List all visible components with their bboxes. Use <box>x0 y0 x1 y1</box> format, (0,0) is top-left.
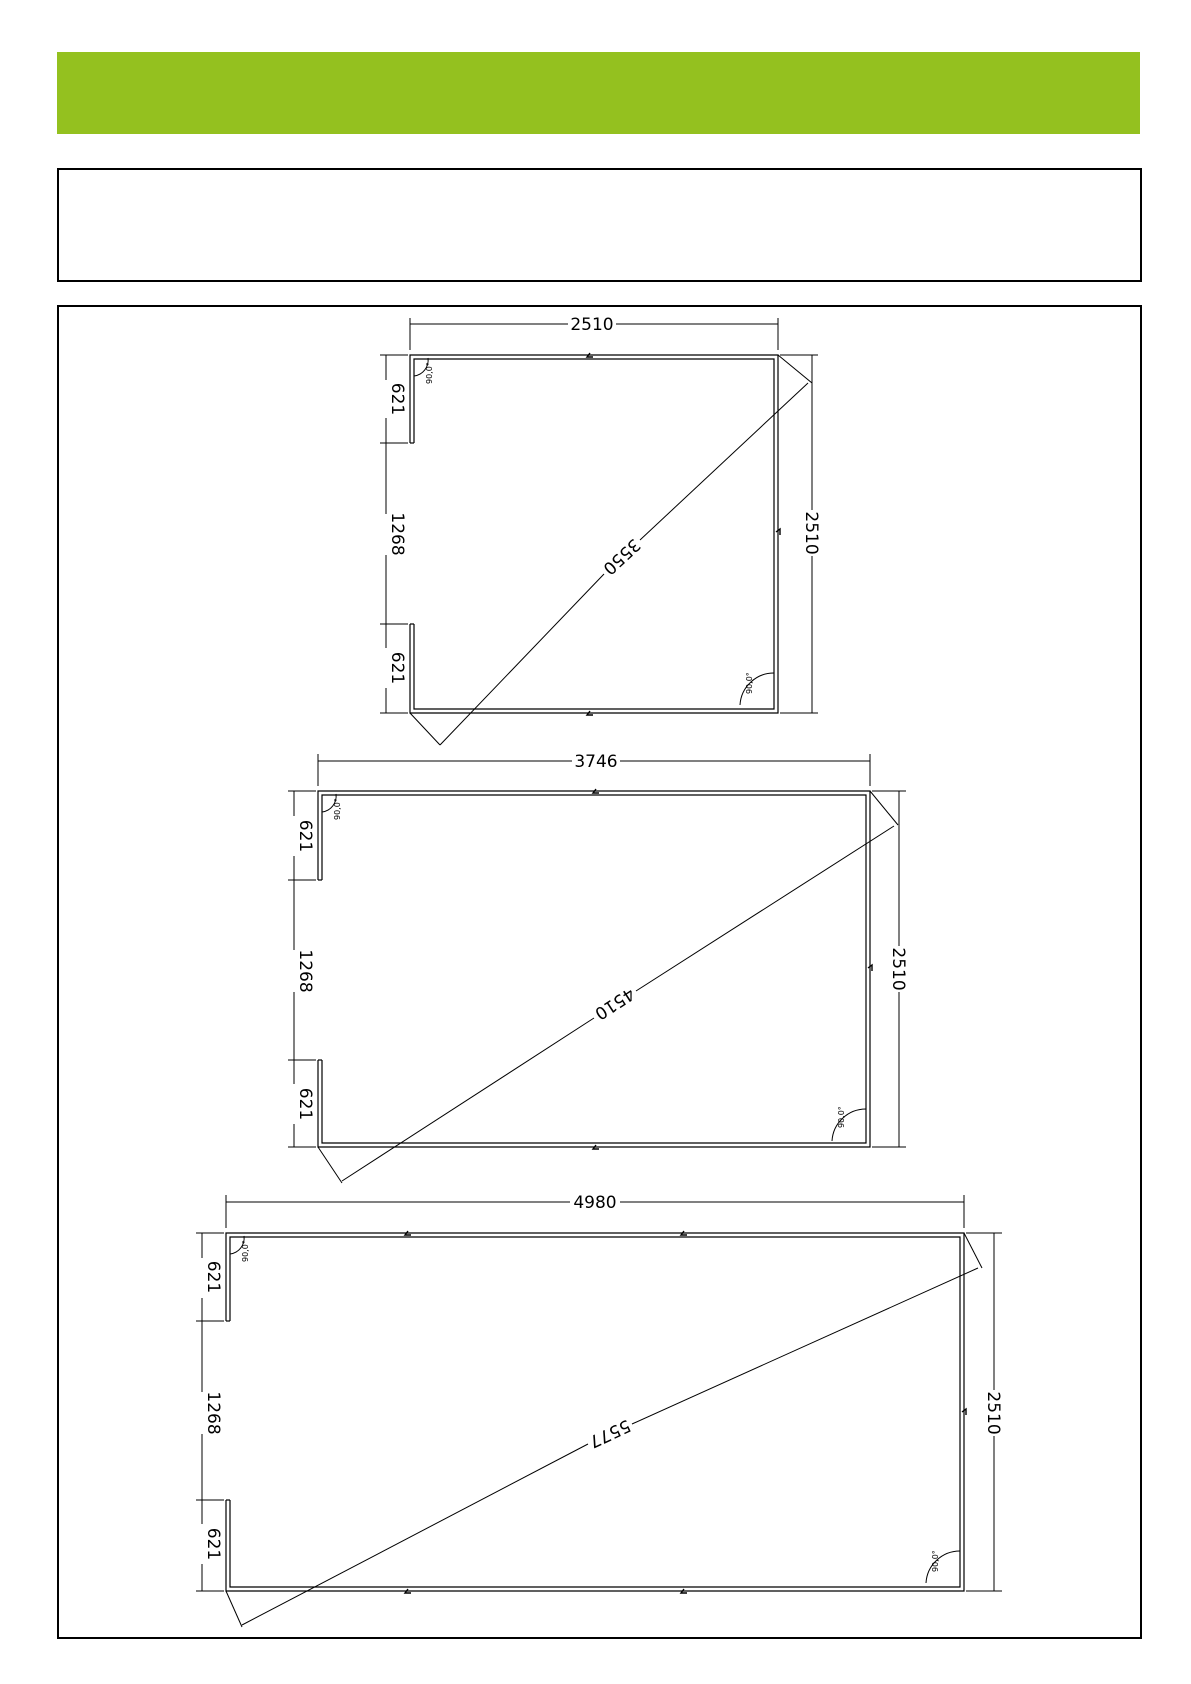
plan-2-side-lower-label: 621 <box>295 1087 315 1121</box>
plan-3-side-upper-label: 621 <box>203 1260 223 1294</box>
plan-1-height-label: 2510 <box>801 511 821 555</box>
plan-2 <box>288 754 906 1183</box>
plan-3-angle-bottom-label: 90,0° <box>931 1550 940 1572</box>
plan-1-side-upper-label: 621 <box>387 382 407 416</box>
plan-3 <box>196 1195 1002 1627</box>
plan-3-width-label: 4980 <box>573 1193 617 1213</box>
plan-2-width-label: 3746 <box>574 752 618 772</box>
plan-2-side-middle-label: 1268 <box>295 949 315 993</box>
plan-2-angle-top-label: 90,0° <box>333 798 342 820</box>
plan-2-height-label: 2510 <box>888 947 908 991</box>
dimension-diagonal <box>318 791 898 1183</box>
plan-3-height-label: 2510 <box>983 1391 1003 1435</box>
plan-1-angle-top-label: 90,0° <box>425 362 434 384</box>
plan-outline <box>410 355 778 713</box>
plan-2-side-upper-label: 621 <box>295 819 315 853</box>
plan-1-diagonal-label: 3550 <box>598 534 644 579</box>
plan-3-side-middle-label: 1268 <box>203 1391 223 1435</box>
plan-1-angle-bottom-label: 90,0° <box>745 672 754 694</box>
plan-3-angle-top-label: 90,0° <box>241 1240 250 1262</box>
plan-1-side-lower-label: 621 <box>387 651 407 685</box>
plan-1-side-middle-label: 1268 <box>387 512 407 556</box>
plan-2-angle-bottom-label: 90,0° <box>837 1106 846 1128</box>
plan-2-diagonal-label: 4510 <box>590 982 639 1024</box>
plan-outline <box>318 791 870 1147</box>
plan-3-side-lower-label: 621 <box>203 1527 223 1561</box>
plan-1-width-label: 2510 <box>570 315 614 335</box>
plan-3-diagonal-label: 5577 <box>585 1414 634 1452</box>
plan-outline <box>226 1233 964 1591</box>
